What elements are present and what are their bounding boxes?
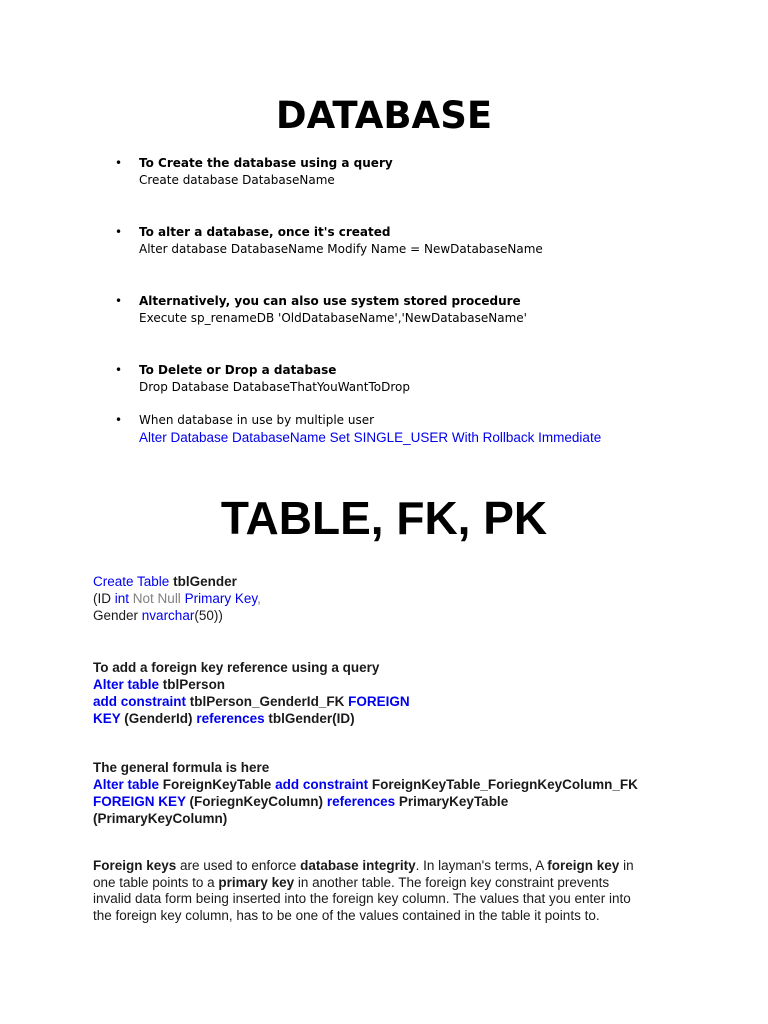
table-name: tblPerson xyxy=(162,677,226,692)
foreign-key-paragraph xyxy=(93,858,673,924)
database-heading: DATABASE xyxy=(275,94,493,137)
list-item-title: When database in use by multiple user xyxy=(139,413,375,427)
bold-term: foreign key xyxy=(547,858,620,873)
list-item-code: Create database DatabaseName xyxy=(139,173,335,187)
sql-keyword: Create Table xyxy=(93,574,170,589)
code-text: , xyxy=(257,591,261,606)
add-fk-code xyxy=(93,659,693,727)
bullet-icon: • xyxy=(115,225,123,239)
code-line: (PrimaryKeyColumn) xyxy=(93,811,228,826)
constraint-name: ForeignKeyTable_ForiegnKeyColumn_FK xyxy=(371,777,638,792)
code-text: Gender xyxy=(93,608,139,623)
table-heading: TABLE, FK, PK xyxy=(220,492,548,544)
sql-constraint: Not Null xyxy=(132,591,181,606)
code-text: (50)) xyxy=(194,608,223,623)
paragraph-text: one table points to a xyxy=(93,874,219,890)
code-line xyxy=(93,710,693,727)
code-line xyxy=(93,793,693,810)
paragraph-line: invalid data form being inserted into the foreign key column. The values that you enter into xyxy=(93,891,631,906)
table-name: ForeignKeyTable xyxy=(162,777,272,792)
column-name: (GenderId) xyxy=(124,711,193,726)
bullet-icon: • xyxy=(115,156,123,170)
paragraph-line xyxy=(93,858,673,875)
list-item xyxy=(115,293,735,327)
sql-keyword: references xyxy=(326,794,396,809)
list-item-code: Alter database DatabaseName Modify Name = NewDatabaseName xyxy=(139,242,543,256)
sql-type: int xyxy=(114,591,130,606)
bold-term: Foreign keys xyxy=(93,858,177,873)
paragraph-text: in another table. The foreign key constraint prevents xyxy=(294,874,610,890)
column-name: (ForiegnKeyColumn) xyxy=(189,794,324,809)
sql-keyword: KEY xyxy=(93,711,121,726)
list-item-title: Alternatively, you can also use system stored procedure xyxy=(139,294,521,308)
bullet-icon: • xyxy=(115,363,123,377)
code-line xyxy=(93,573,693,590)
bold-term: database integrity xyxy=(300,858,416,873)
bullet-icon: • xyxy=(115,413,123,427)
bold-term: primary key xyxy=(218,874,295,890)
paragraph-text: are used to enforce xyxy=(176,858,301,873)
list-item-code: Execute sp_renameDB 'OldDatabaseName','NewDatabaseName' xyxy=(139,311,527,325)
formula-code xyxy=(93,759,693,827)
list-item xyxy=(115,412,735,446)
code-text: (ID xyxy=(93,591,111,606)
table-name: tblGender xyxy=(173,574,237,589)
paragraph-line: the foreign key column, has to be one of the values contained in the table it points to. xyxy=(93,907,600,923)
list-item-title: To Create the database using a query xyxy=(139,156,393,170)
list-item-code: Alter Database DatabaseName Set SINGLE_USER With Rollback Immediate xyxy=(139,430,602,445)
sql-keyword: add constraint xyxy=(93,694,187,709)
sql-keyword: Primary Key xyxy=(184,591,258,606)
list-item xyxy=(115,224,735,258)
list-item-title: To alter a database, once it's created xyxy=(139,225,391,239)
list-item xyxy=(115,155,735,189)
reference-name: tblGender(ID) xyxy=(268,711,355,726)
code-line xyxy=(93,590,693,607)
create-table-code xyxy=(93,573,693,624)
sql-keyword: FOREIGN KEY xyxy=(93,794,186,809)
code-line xyxy=(93,607,693,624)
bullet-icon: • xyxy=(115,294,123,308)
paragraph-text: . In layman's terms, A xyxy=(415,858,548,873)
sql-keyword: Alter table xyxy=(93,777,160,792)
list-item-title: To Delete or Drop a database xyxy=(139,363,337,377)
constraint-name: tblPerson_GenderId_FK xyxy=(189,694,345,709)
code-title: To add a foreign key reference using a query xyxy=(93,660,380,675)
code-line xyxy=(93,693,693,710)
sql-keyword: FOREIGN xyxy=(348,694,410,709)
code-line xyxy=(93,776,693,793)
list-item xyxy=(115,362,735,396)
code-title: The general formula is here xyxy=(93,760,270,775)
list-item-code: Drop Database DatabaseThatYouWantToDrop xyxy=(139,380,410,394)
paragraph-text: in xyxy=(619,858,634,873)
sql-keyword: references xyxy=(196,711,265,726)
sql-keyword: add constraint xyxy=(275,777,369,792)
reference-name: PrimaryKeyTable xyxy=(398,794,509,809)
sql-keyword: Alter table xyxy=(93,677,160,692)
code-line xyxy=(93,676,693,693)
paragraph-line xyxy=(93,875,673,892)
sql-type: nvarchar xyxy=(141,608,195,623)
